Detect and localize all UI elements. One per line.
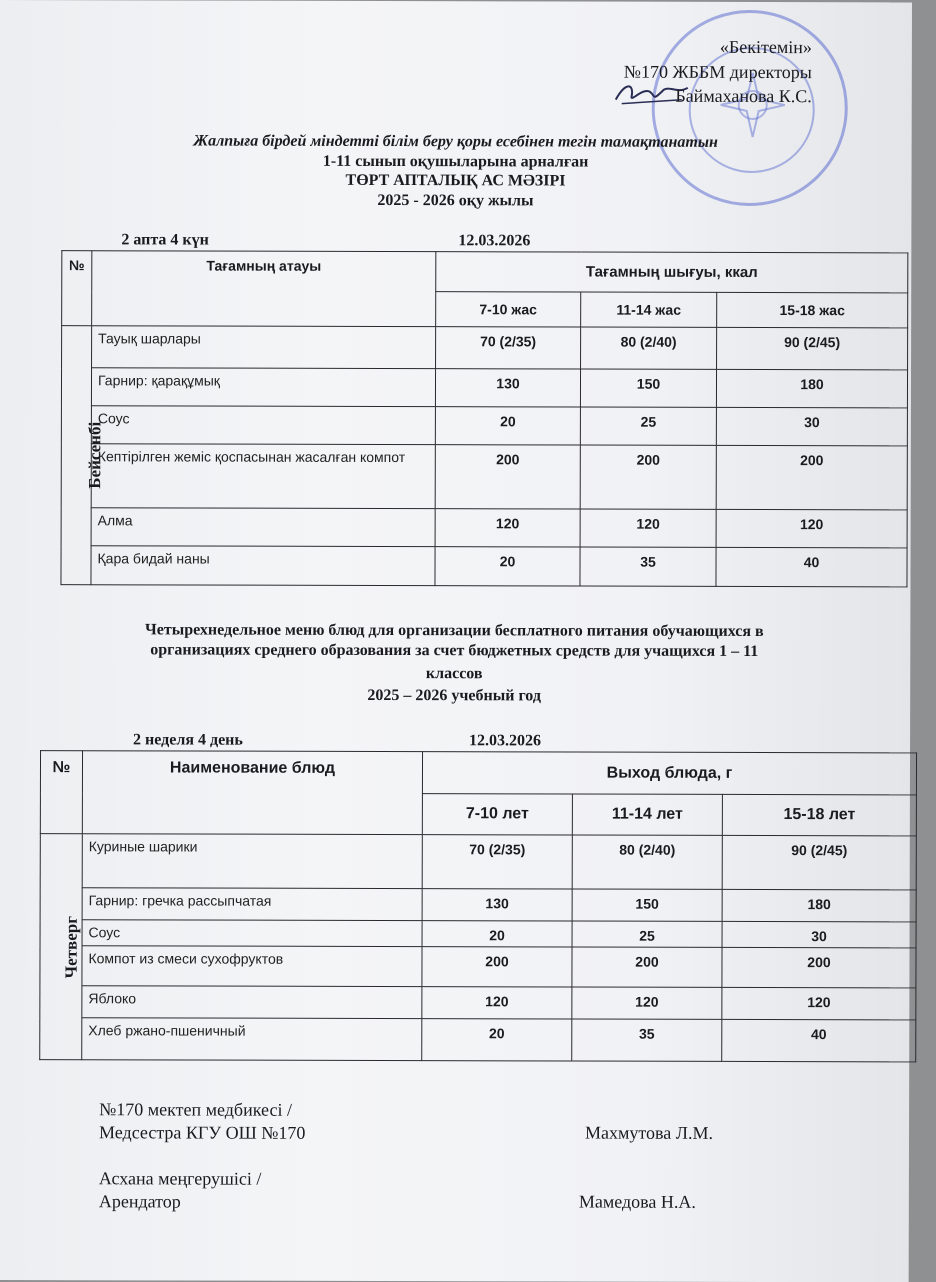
dish-value: 200 xyxy=(716,445,907,509)
canteen-title-ru: Арендатор xyxy=(98,1191,181,1212)
kz-week-day: 2 апта 4 күн xyxy=(121,231,209,249)
kz-age-3: 15-18 жас xyxy=(717,292,908,328)
dish-value: 200 xyxy=(722,947,916,988)
dish-value: 120 xyxy=(435,509,580,547)
ru-age-1: 7-10 лет xyxy=(422,794,572,835)
dish-value: 90 (2/45) xyxy=(717,327,908,369)
kz-title-1: Жалпыға бірдей міндетті білім беру қоры есебінен тегін тамақтанатын xyxy=(193,132,718,151)
canteen-title-kz: Асхана меңгерушісі / xyxy=(98,1168,262,1189)
kz-date: 12.03.2026 xyxy=(458,232,531,250)
dish-value: 30 xyxy=(722,921,916,948)
kz-age-1: 7-10 жас xyxy=(436,292,581,327)
ru-col-name: Наименование блюд xyxy=(82,751,422,835)
dish-name: Тауық шарлары xyxy=(92,326,436,369)
dish-value: 20 xyxy=(435,407,580,445)
dish-value: 180 xyxy=(722,889,916,922)
dish-name: Хлеб ржано-пшеничный xyxy=(82,1018,422,1061)
kz-col-yield: Тағамның шығуы, ккал xyxy=(436,252,908,293)
kz-title-3: ТӨРТ АПТАЛЫҚ АС МӘЗІРІ xyxy=(345,171,566,190)
dish-name: Соус xyxy=(91,406,435,445)
kz-col-name: Тағамның атауы xyxy=(92,251,436,327)
kz-day-cell xyxy=(61,326,105,585)
dish-value: 130 xyxy=(435,369,580,407)
dish-value: 90 (2/45) xyxy=(722,835,916,890)
dish-value: 150 xyxy=(580,369,716,407)
dish-value: 200 xyxy=(435,445,580,509)
nurse-title-kz: №170 мектеп медбикесі / xyxy=(99,1099,292,1120)
table-row xyxy=(40,1018,916,1062)
ru-title-3: классов xyxy=(425,665,483,683)
dish-name: Кептірілген жеміс қоспасынан жасалған компот xyxy=(91,444,435,509)
ru-age-3: 15-18 лет xyxy=(722,794,916,836)
table-row xyxy=(40,834,916,890)
dish-name: Соус xyxy=(82,920,422,947)
ru-week-day: 2 неделя 4 день xyxy=(133,731,243,749)
dish-value: 20 xyxy=(422,1019,572,1061)
ru-day-cell xyxy=(40,834,83,1060)
dish-value: 40 xyxy=(716,547,907,587)
table-row xyxy=(62,326,908,370)
ru-title-4: 2025 – 2026 учебный год xyxy=(367,686,541,705)
dish-value: 200 xyxy=(572,947,722,987)
kz-col-no: № xyxy=(62,251,92,326)
dish-value: 25 xyxy=(580,407,716,445)
kz-day-label: Бейсенбі xyxy=(85,421,105,489)
table-row xyxy=(61,368,907,408)
kz-title-4: 2025 - 2026 оқу жылы xyxy=(377,191,534,210)
dish-value: 20 xyxy=(422,921,572,947)
table-row xyxy=(61,406,907,446)
dish-name: Қара бидай наны xyxy=(91,546,435,586)
canteen-name: Мамедова Н.А. xyxy=(578,1191,696,1212)
dish-value: 35 xyxy=(580,547,716,586)
nurse-name: Махмутова Л.М. xyxy=(585,1122,714,1143)
dish-value: 80 (2/40) xyxy=(572,835,722,889)
dish-value: 25 xyxy=(572,921,722,947)
table-row xyxy=(61,444,907,510)
dish-value: 70 (2/35) xyxy=(436,327,581,369)
dish-value: 130 xyxy=(422,889,572,921)
dish-name: Гарнир: қарақұмық xyxy=(91,368,435,407)
table-row xyxy=(61,508,907,548)
dish-value: 200 xyxy=(422,947,572,987)
dish-value: 120 xyxy=(716,509,907,547)
kz-age-2: 11-14 жас xyxy=(581,292,717,327)
ru-col-no: № xyxy=(40,751,82,834)
ru-title-1: Четырехнедельное меню блюд для организации бесплатного питания обучающихся в xyxy=(145,621,764,641)
dish-value: 35 xyxy=(572,1019,722,1061)
table-row xyxy=(40,920,916,948)
table-row xyxy=(40,946,916,988)
dish-value: 30 xyxy=(716,407,907,446)
dish-name: Яблоко xyxy=(82,986,422,1019)
approval-line-1: «Бекітемін» xyxy=(719,36,812,58)
approval-line-2: №170 ЖББМ директоры xyxy=(623,61,812,83)
table-row xyxy=(40,986,916,1020)
table-row xyxy=(61,546,907,587)
dish-value: 70 (2/35) xyxy=(422,835,572,889)
kz-menu-table xyxy=(60,250,908,587)
dish-value: 180 xyxy=(716,369,907,408)
kz-title-2: 1-11 сынып оқушыларына арналған xyxy=(322,152,589,171)
dish-value: 150 xyxy=(572,889,722,921)
dish-value: 120 xyxy=(722,987,916,1020)
dish-name: Алма xyxy=(91,508,435,547)
table-row xyxy=(40,888,916,922)
approval-line-3: Баймаханова К.С. xyxy=(675,85,812,107)
dish-name: Куриные шарики xyxy=(82,834,422,889)
ru-title-2: организациях среднего образования за счет бюджетных средств для учащихся 1 – 11 xyxy=(150,641,759,660)
ru-col-yield: Выход блюда, г xyxy=(422,752,916,795)
nurse-title-ru: Медсестра КГУ ОШ №170 xyxy=(99,1122,306,1143)
dish-value: 120 xyxy=(580,509,716,547)
ru-menu-table xyxy=(39,750,917,1062)
ru-date: 12.03.2026 xyxy=(469,732,542,750)
dish-name: Гарнир: гречка рассыпчатая xyxy=(82,888,422,921)
dish-value: 200 xyxy=(580,445,716,509)
ru-day-label: Четверг xyxy=(61,915,81,978)
dish-value: 40 xyxy=(722,1019,916,1062)
dish-name: Компот из смеси сухофруктов xyxy=(82,946,422,987)
dish-value: 120 xyxy=(572,987,722,1019)
dish-value: 20 xyxy=(435,547,580,586)
ru-age-2: 11-14 лет xyxy=(572,794,722,835)
dish-value: 80 (2/40) xyxy=(581,327,717,369)
dish-value: 120 xyxy=(422,987,572,1019)
